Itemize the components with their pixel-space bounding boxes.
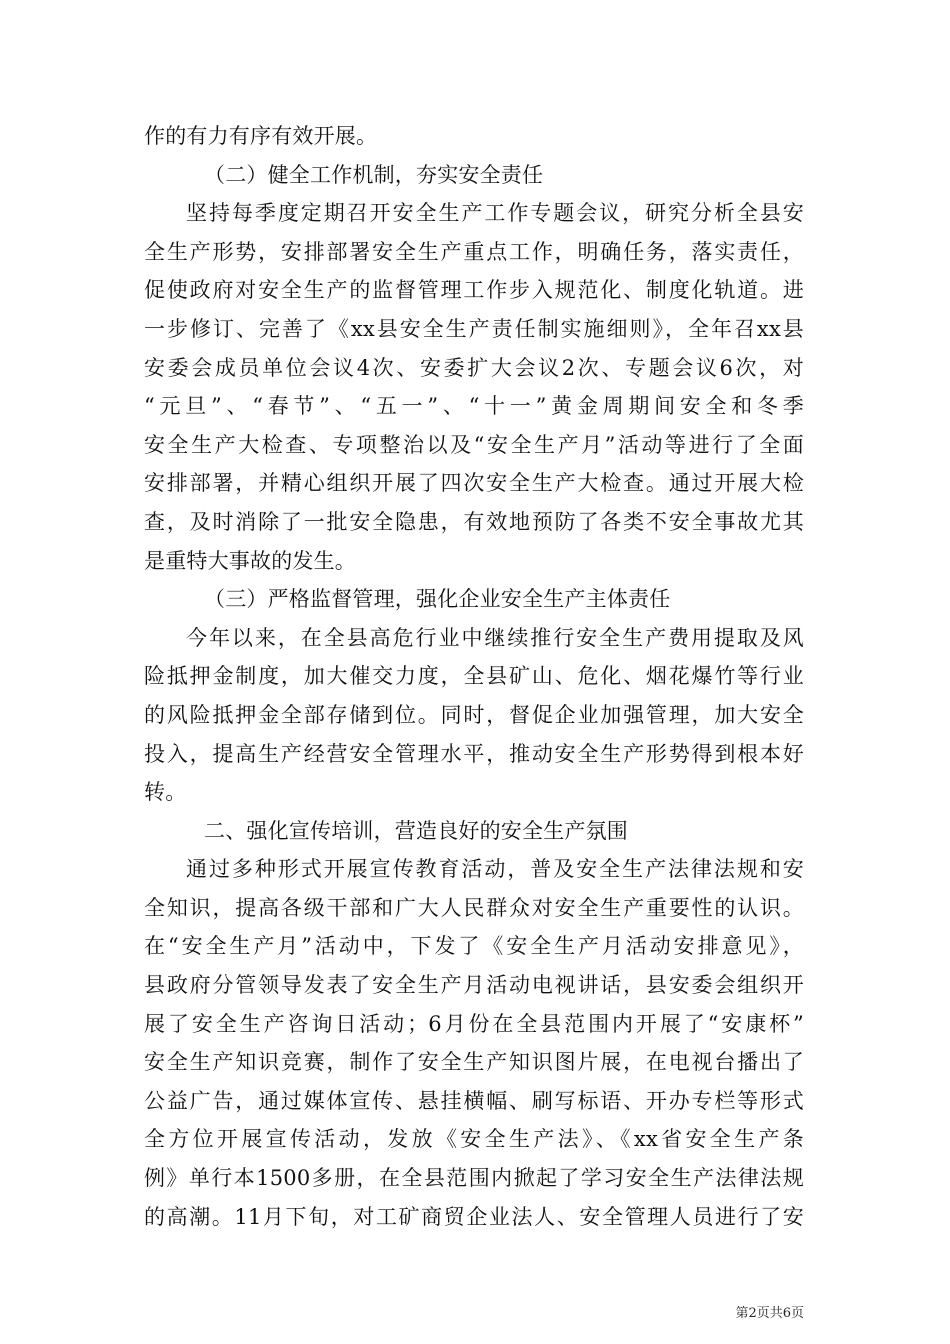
paragraph-line: “元旦”、“春节”、“五一”、“十一”黄金周期间安全和冬季 [144,394,804,419]
paragraph-line: 一步修订、完善了《xx县安全生产责任制实施细则》，全年召xx县 [144,316,804,341]
paragraph-line: 险抵押金制度，加大催交力度，全县矿山、危化、烟花爆竹等行业 [144,664,804,689]
paragraph-line: 公益广告，通过媒体宣传、悬挂横幅、刷写标语、开办专栏等形式 [144,1088,804,1113]
paragraph-line: 是重特大事故的发生。 [144,548,356,573]
section-heading: （三）严格监督管理，强化企业安全生产主体责任 [204,587,671,612]
paragraph-line: 的风险抵押金全部存储到位。同时，督促企业加强管理，加大安全 [144,702,804,727]
paragraph-line: 全方位开展宣传活动，发放《安全生产法》、《xx省安全生产条 [144,1127,804,1152]
section-heading: 二、强化宣传培训，营造良好的安全生产氛围 [204,818,628,843]
section-heading: （二）健全工作机制，夯实安全责任 [204,162,544,187]
paragraph-line: 作的有力有序有效开展。 [144,124,378,148]
paragraph-line: 全知识，提高各级干部和广大人民群众对安全生产重要性的认识。 [144,895,804,920]
paragraph-line: 投入，提高生产经营安全管理水平，推动安全生产形势得到根本好 [144,741,804,766]
paragraph-line: 促使政府对安全生产的监督管理工作步入规范化、制度化轨道。进 [144,278,804,303]
page-number-footer: 第2页共6页 [735,1306,804,1321]
paragraph-line: 展了安全生产咨询日活动；6月份在全县范围内开展了“安康杯” [144,1011,804,1036]
paragraph-line: 安排部署，并精心组织开展了四次安全生产大检查。通过开展大检 [144,471,804,496]
paragraph-line: 的高潮。11月下旬，对工矿商贸企业法人、安全管理人员进行了安 [144,1204,804,1229]
paragraph-line: 安全生产知识竞赛，制作了安全生产知识图片展，在电视台播出了 [144,1050,804,1075]
paragraph-line: 通过多种形式开展宣传教育活动，普及安全生产法律法规和安 [186,857,804,882]
paragraph-line: 查，及时消除了一批安全隐患，有效地预防了各类不安全事故尤其 [144,509,804,534]
paragraph-line: 转。 [144,780,187,805]
paragraph-line: 安全生产大检查、专项整治以及“安全生产月”活动等进行了全面 [144,432,804,457]
paragraph-line: 县政府分管领导发表了安全生产月活动电视讲话，县安委会组织开 [144,973,804,998]
paragraph-line: 全生产形势，安排部署安全生产重点工作，明确任务，落实责任， [144,239,804,264]
document-body [144,117,804,1236]
paragraph-line: 今年以来，在全县高危行业中继续推行安全生产费用提取及风 [186,625,804,650]
paragraph-line: 安委会成员单位会议4次、安委扩大会议2次、专题会议6次，对 [144,355,804,380]
paragraph-line: 在“安全生产月”活动中，下发了《安全生产月活动安排意见》， [144,934,804,959]
paragraph-line: 坚持每季度定期召开安全生产工作专题会议，研究分析全县安 [186,201,804,226]
paragraph-line: 例》单行本1500多册，在全县范围内掀起了学习安全生产法律法规 [144,1166,804,1191]
